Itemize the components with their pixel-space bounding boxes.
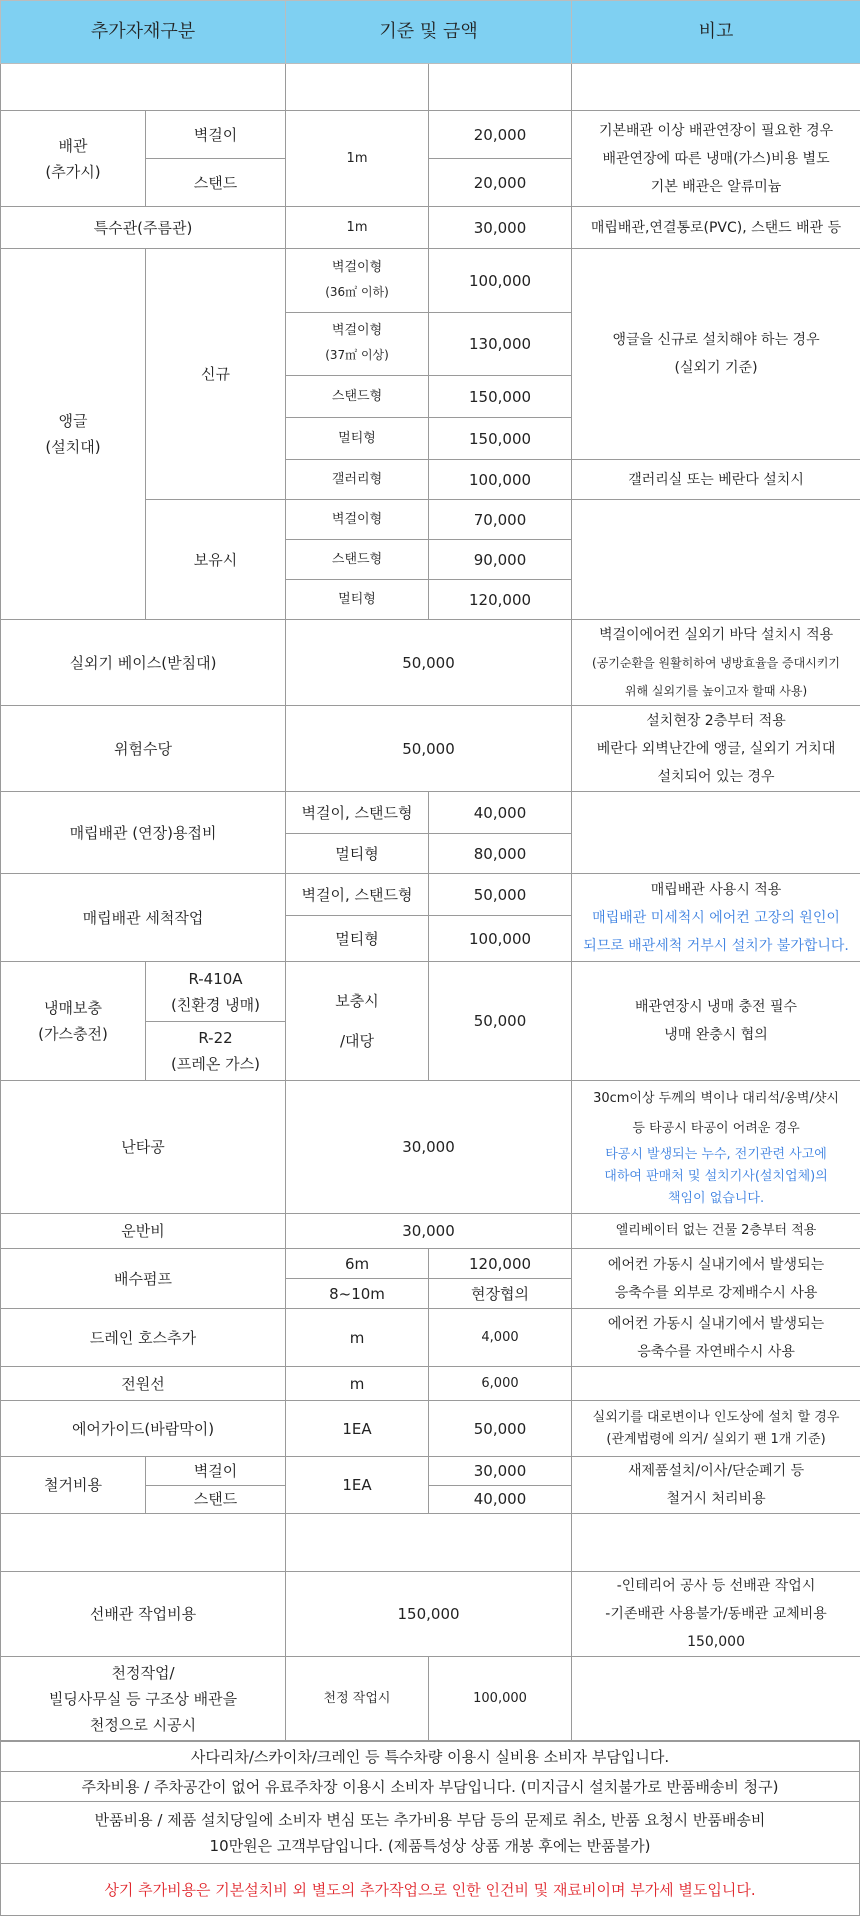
removal-price: 40,000 (429, 1485, 572, 1514)
drain-note: 에어컨 가동시 실내기에서 발생되는 응축수를 자연배수시 사용 (572, 1309, 860, 1367)
wash-price: 100,000 (429, 916, 572, 962)
gas-r410a: R-410A (친환경 냉매) (146, 962, 286, 1022)
prepipe-price: 150,000 (286, 1572, 572, 1657)
footer-line: 사다리차/스카이차/크레인 등 특수차량 이용시 실비용 소비자 부담입니다. (1, 1742, 860, 1772)
ceiling-price: 100,000 (429, 1657, 572, 1741)
weld-type: 멀티형 (286, 834, 429, 874)
weld-price: 40,000 (429, 792, 572, 834)
header-remarks: 비고 (572, 1, 860, 64)
removal-stand: 스탠드 (146, 1485, 286, 1514)
ceiling-unit: 천정 작업시 (286, 1657, 429, 1741)
removal-price: 30,000 (429, 1457, 572, 1486)
footer-line: 주차비용 / 주차공간이 없어 유료주차장 이용시 소비자 부담입니다. (미지급시 설치불가로 반품배송비 청구) (1, 1772, 860, 1802)
special-pipe-label: 특수관(주름관) (1, 207, 286, 249)
pump-note: 에어컨 가동시 실내기에서 발생되는 응축수를 외부로 강제배수시 사용 (572, 1249, 860, 1309)
danger-label: 위험수당 (1, 706, 286, 792)
angle-new-note: 앵글을 신규로 설치해야 하는 경우 (실외기 기준) (572, 249, 860, 460)
angle-own-label: 보유시 (146, 500, 286, 620)
angle-gallery-note: 갤러리실 또는 베란다 설치시 (572, 460, 860, 500)
drill-note: 30cm이상 두께의 벽이나 대리석/옹벽/샷시 등 타공시 타공이 어려운 경우 타공시 발생되는 누수, 전기관련 사고에 대하여 판매처 및 설치기사(설치업체)의 책임이 없습니다. (572, 1081, 860, 1214)
angle-new-type: 벽걸이형 (37㎡ 이상) (286, 313, 429, 376)
angle-own-price: 90,000 (429, 540, 572, 580)
wash-price: 50,000 (429, 874, 572, 916)
gas-label: 냉매보충 (가스충전) (1, 962, 146, 1081)
header-category: 추가자재구분 (1, 1, 286, 64)
empty-row (1, 1514, 860, 1572)
pump-length: 6m (286, 1249, 429, 1279)
angle-new-price: 150,000 (429, 418, 572, 460)
prepipe-note: -인테리어 공사 등 선배관 작업시 -기존배관 사용불가/동배관 교체비용 150,000 (572, 1572, 860, 1657)
pipe-wall-price: 20,000 (429, 111, 572, 159)
angle-new-label: 신규 (146, 249, 286, 500)
power-price: 6,000 (429, 1367, 572, 1401)
angle-new-price: 100,000 (429, 249, 572, 313)
guide-note: 실외기를 대로변이나 인도상에 설치 할 경우 (관계법령에 의거/ 실외기 팬 1개 기준) (572, 1401, 860, 1457)
removal-unit: 1EA (286, 1457, 429, 1514)
angle-new-type: 멀티형 (286, 418, 429, 460)
angle-new-price: 130,000 (429, 313, 572, 376)
pipe-stand-label: 스탠드 (146, 159, 286, 207)
angle-own-price: 120,000 (429, 580, 572, 620)
empty-row (1, 64, 860, 111)
wash-type: 멀티형 (286, 916, 429, 962)
wash-label: 매립배관 세척작업 (1, 874, 286, 962)
angle-own-type: 스탠드형 (286, 540, 429, 580)
gas-price: 50,000 (429, 962, 572, 1081)
drain-price: 4,000 (429, 1309, 572, 1367)
wash-note: 매립배관 사용시 적용 매립배관 미세척시 에어컨 고장의 원인이 되므로 배관세척 거부시 설치가 불가합니다. (572, 874, 860, 962)
guide-price: 50,000 (429, 1401, 572, 1457)
header-standard-price: 기준 및 금액 (286, 1, 572, 64)
pump-price: 현장협의 (429, 1279, 572, 1309)
angle-label: 앵글 (설치대) (1, 249, 146, 620)
angle-new-price: 100,000 (429, 460, 572, 500)
footer-warning: 상기 추가비용은 기본설치비 외 별도의 추가작업으로 인한 인건비 및 재료비이며 부가세 별도입니다. (1, 1864, 860, 1916)
removal-label: 철거비용 (1, 1457, 146, 1514)
drain-unit: m (286, 1309, 429, 1367)
pipe-note: 기본배관 이상 배관연장이 필요한 경우 배관연장에 따른 냉매(가스)비용 별도 기본 배관은 알류미늄 (572, 111, 860, 207)
base-note: 벽걸이에어컨 실외기 바닥 설치시 적용 (공기순환을 원활히하여 냉방효율을 증대시키기 위해 실외기를 높이고자 할때 사용) (572, 620, 860, 706)
footer-line: 반품비용 / 제품 설치당일에 소비자 변심 또는 추가비용 부담 등의 문제로 취소, 반품 요청시 반품배송비 10만원은 고객부담입니다. (제품특성상 상품 개봉 후에는 반품불가) (1, 1802, 860, 1864)
special-pipe-unit: 1m (286, 207, 429, 249)
removal-wall: 벽걸이 (146, 1457, 286, 1486)
pump-label: 배수펌프 (1, 1249, 286, 1309)
special-pipe-price: 30,000 (429, 207, 572, 249)
pipe-stand-price: 20,000 (429, 159, 572, 207)
drain-label: 드레인 호스추가 (1, 1309, 286, 1367)
gas-unit: 보충시 /대당 (286, 962, 429, 1081)
carry-note: 엘리베이터 없는 건물 2층부터 적용 (572, 1214, 860, 1249)
power-label: 전원선 (1, 1367, 286, 1401)
drill-price: 30,000 (286, 1081, 572, 1214)
removal-note: 새제품설치/이사/단순폐기 등 철거시 처리비용 (572, 1457, 860, 1514)
pipe-wall-label: 벽걸이 (146, 111, 286, 159)
guide-unit: 1EA (286, 1401, 429, 1457)
weld-price: 80,000 (429, 834, 572, 874)
angle-own-price: 70,000 (429, 500, 572, 540)
ceiling-label: 천정작업/ 빌딩사무실 등 구조상 배관을 천정으로 시공시 (1, 1657, 286, 1741)
pipe-unit: 1m (286, 111, 429, 207)
danger-note: 설치현장 2층부터 적용 베란다 외벽난간에 앵글, 실외기 거치대 설치되어 있는 경우 (572, 706, 860, 792)
danger-price: 50,000 (286, 706, 572, 792)
carry-price: 30,000 (286, 1214, 572, 1249)
pump-price: 120,000 (429, 1249, 572, 1279)
drill-label: 난타공 (1, 1081, 286, 1214)
power-unit: m (286, 1367, 429, 1401)
angle-new-type: 스탠드형 (286, 376, 429, 418)
angle-new-price: 150,000 (429, 376, 572, 418)
angle-own-type: 멀티형 (286, 580, 429, 620)
pump-length: 8~10m (286, 1279, 429, 1309)
pipe-label: 배관 (추가시) (1, 111, 146, 207)
wash-type: 벽걸이, 스탠드형 (286, 874, 429, 916)
guide-label: 에어가이드(바람막이) (1, 1401, 286, 1457)
angle-own-type: 벽걸이형 (286, 500, 429, 540)
weld-label: 매립배관 (연장)용접비 (1, 792, 286, 874)
base-label: 실외기 베이스(받침대) (1, 620, 286, 706)
gas-r22: R-22 (프레온 가스) (146, 1022, 286, 1081)
gas-note: 배관연장시 냉매 충전 필수 냉매 완충시 협의 (572, 962, 860, 1081)
footer-notes (0, 1741, 860, 1916)
carry-label: 운반비 (1, 1214, 286, 1249)
special-pipe-note: 매립배관,연결통로(PVC), 스탠드 배관 등 (572, 207, 860, 249)
angle-new-type: 갤러리형 (286, 460, 429, 500)
angle-new-type: 벽걸이형 (36㎡ 이하) (286, 249, 429, 313)
base-price: 50,000 (286, 620, 572, 706)
weld-type: 벽걸이, 스탠드형 (286, 792, 429, 834)
prepipe-label: 선배관 작업비용 (1, 1572, 286, 1657)
